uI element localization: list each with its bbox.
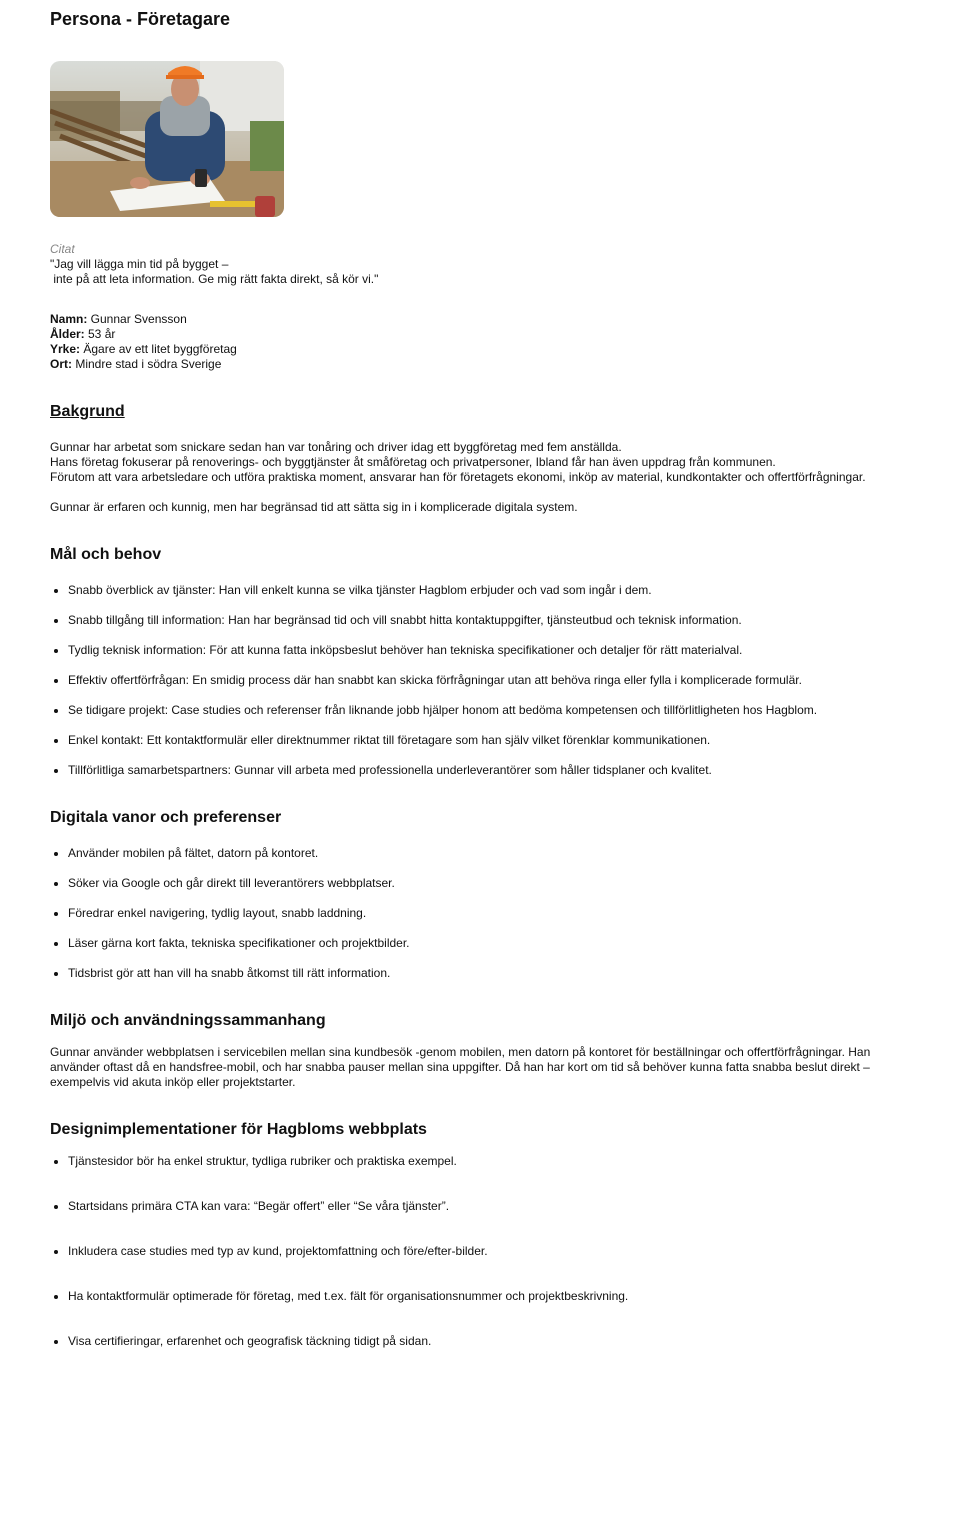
list-item: • Använder mobilen på fältet, datorn på kontoret.	[68, 846, 928, 861]
list-item: • Läser gärna kort fakta, tekniska specifikationer och projektbilder.	[68, 936, 928, 951]
persona-photo	[50, 61, 284, 217]
list-item: • Startsidans primära CTA kan vara: “Begär offert” eller “Se våra tjänster”.	[68, 1199, 928, 1214]
fact-label: Yrke:	[50, 342, 81, 356]
list-item: • Tillförlitliga samarbetspartners: Gunnar vill arbeta med professionella underleverantörer som håller tidsplaner och kvalitet.	[68, 763, 928, 778]
goals-list	[50, 583, 928, 793]
background-paragraph	[50, 440, 910, 485]
list-item: • Visa certifieringar, erfarenhet och geografisk täckning tidigt på sidan.	[68, 1334, 928, 1349]
list-item: • Ha kontaktformulär optimerade för företag, med t.ex. fält för organisationsnummer och projektbeskrivning.	[68, 1289, 928, 1304]
quote-line: inte på att leta information. Ge mig rätt fakta direkt, så kör vi."	[50, 272, 379, 286]
list-item: • Tjänstesidor bör ha enkel struktur, tydliga rubriker och praktiska exempel.	[68, 1154, 928, 1169]
list-item: • Snabb överblick av tjänster: Han vill enkelt kunna se vilka tjänster Hagblom erbjuder och vad som ingår i dem.	[68, 583, 928, 598]
list-item: • Snabb tillgång till information: Han har begränsad tid och vill snabbt hitta kontaktuppgifter, tjänsteutbud och teknisk information.	[68, 613, 928, 628]
fact-occupation	[50, 342, 910, 357]
quote-block	[50, 242, 910, 287]
fact-value: 53 år	[84, 327, 116, 341]
list-item: • Se tidigare projekt: Case studies och referenser från liknande jobb hjälper honom att bedöma kompetensen och tillförlitligheten hos Hagblom.	[68, 703, 928, 718]
persona-facts	[50, 312, 910, 372]
fact-value: Ägare av ett litet byggföretag	[80, 342, 237, 356]
fact-location	[50, 357, 910, 372]
list-item: • Tydlig teknisk information: För att kunna fatta inköpsbeslut behöver han tekniska specifikationer och detaljer för rätt materialval.	[68, 643, 928, 658]
fact-label: Ålder:	[50, 327, 85, 341]
page-title: Persona - Företagare	[50, 9, 231, 29]
goals-heading: Mål och behov	[50, 546, 162, 563]
background-extra: Gunnar är erfaren och kunnig, men har begränsad tid att sätta sig in i komplicerade digitala system.	[50, 500, 578, 514]
quote-label: Citat	[50, 242, 75, 256]
list-item: • Tidsbrist gör att han vill ha snabb åtkomst till rätt information.	[68, 966, 928, 981]
fact-age	[50, 327, 910, 342]
habits-heading: Digitala vanor och preferenser	[50, 809, 282, 826]
list-item: • Föredrar enkel navigering, tydlig layout, snabb laddning.	[68, 906, 928, 921]
fact-label: Namn:	[50, 312, 88, 326]
background-text	[50, 440, 910, 515]
list-item: • Söker via Google och går direkt till leverantörers webbplatser.	[68, 876, 928, 891]
design-list	[50, 1154, 928, 1379]
list-item: • Enkel kontakt: Ett kontaktformulär eller direktnummer riktat till företagare som han själv vilket förenklar kommunikationen.	[68, 733, 928, 748]
background-line: Hans företag fokuserar på renoverings- och byggtjänster åt småföretag och privatpersoner, Ibland får han även uppdrag från kommunen.	[50, 455, 776, 469]
fact-value: Gunnar Svensson	[87, 312, 187, 326]
list-item: • Effektiv offertförfrågan: En smidig process där han snabbt kan skicka förfrågningar utan att behöva ringa eller fylla i komplicerade formulär.	[68, 673, 928, 688]
environment-text: Gunnar använder webbplatsen i servicebilen mellan sina kundbesök -genom mobilen, men datorn på kontoret för beställningar och offertförfrågningar. Han använder oftast då en handsfree-mobil, och har snabba pauser mellan sina uppgifter. Då han har kort om tid så behöver kunna fatta snabba beslut direkt – exempelvis vid akuta inköp eller projektstarter.	[50, 1045, 871, 1089]
design-heading: Designimplementationer för Hagbloms webbplats	[50, 1121, 427, 1138]
background-line: Förutom att vara arbetsledare och utföra praktiska moment, ansvarar han för företagets ekonomi, inköp av material, kundkontakter och offertförfrågningar.	[50, 470, 866, 484]
background-line: Gunnar har arbetat som snickare sedan han var tonåring och driver idag ett byggföretag med fem anställda.	[50, 440, 622, 454]
fact-name	[50, 312, 910, 327]
fact-label: Ort:	[50, 357, 72, 371]
list-item: • Inkludera case studies med typ av kund, projektomfattning och före/efter-bilder.	[68, 1244, 928, 1259]
background-heading: Bakgrund	[50, 403, 125, 420]
quote-line: "Jag vill lägga min tid på bygget –	[50, 257, 229, 271]
environment-heading: Miljö och användningssammanhang	[50, 1012, 326, 1029]
habits-list	[50, 846, 928, 996]
fact-value: Mindre stad i södra Sverige	[72, 357, 222, 371]
